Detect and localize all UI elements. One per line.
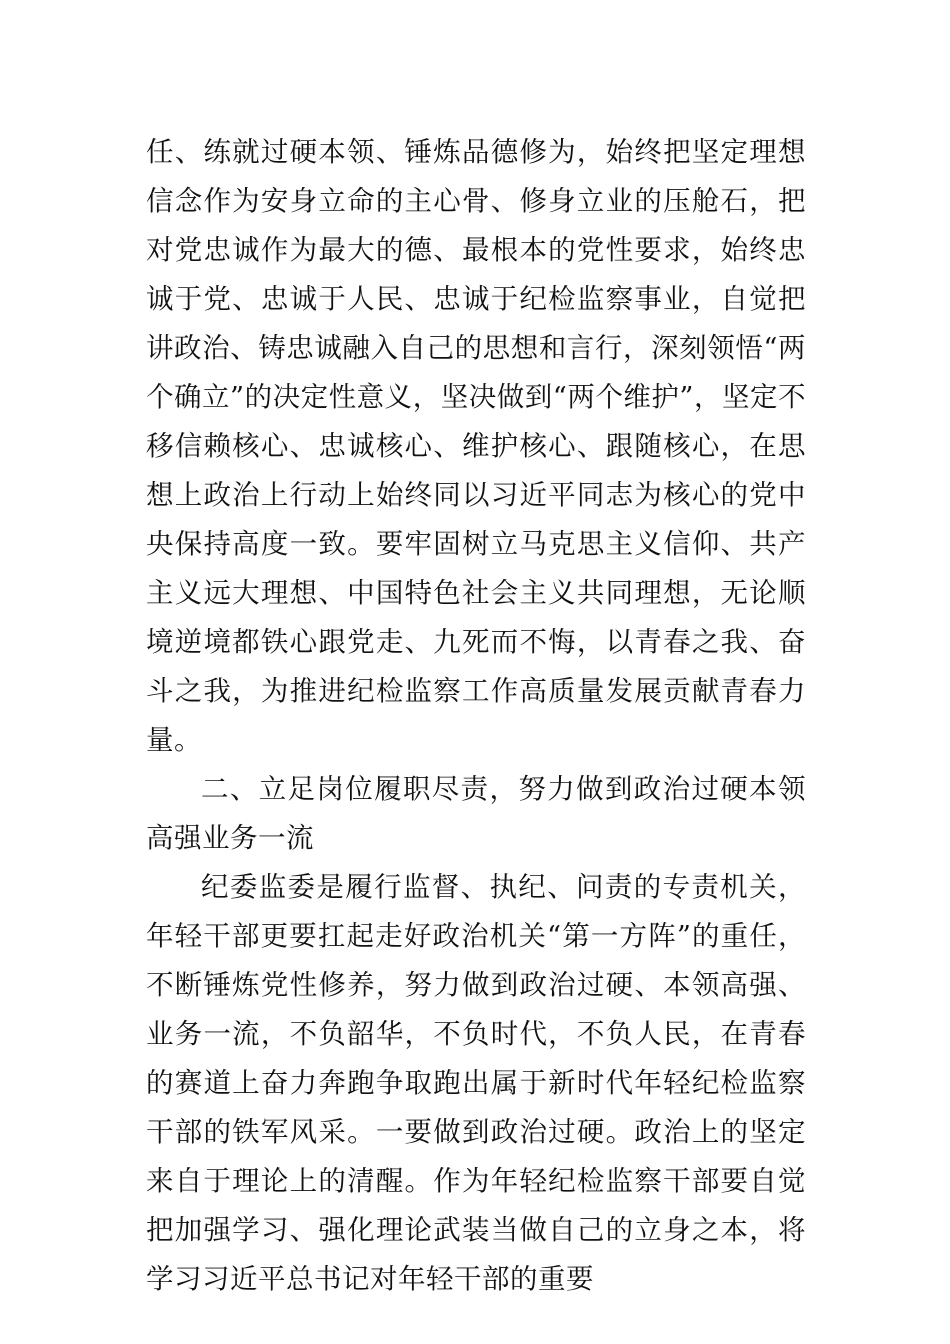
section-heading: 二、立足岗位履职尽责，努力做到政治过硬本领高强业务一流 [146,773,806,854]
document-body [146,128,806,1304]
paragraph: 纪委监委是履行监督、执纪、问责的专责机关，年轻干部更要扛起走好政治机关“第一方阵”的重任，不断锤炼党性修养，努力做到政治过硬、本领高强、业务一流，不负韶华，不负时代，不负人民，在青春的赛道上奋力奔跑争取跑出属于新时代年轻纪检监察干部的铁军风采。一要做到政治过硬。政治上的坚定来自于理论上的清醒。作为年轻纪检监察干部要自觉把加强学习、强化理论武装当做自己的立身之本，将学习习近平总书记对年轻干部的重要 [146,871,806,1295]
paragraph-continuation: 任、练就过硬本领、锤炼品德修为，始终把坚定理想信念作为安身立命的主心骨、修身立业的压舱石，把对党忠诚作为最大的德、最根本的党性要求，始终忠诚于党、忠诚于人民、忠诚于纪检监察事业，自觉把讲政治、铸忠诚融入自己的思想和言行，深刻领悟“两个确立”的决定性意义，坚决做到“两个维护”，坚定不移信赖核心、忠诚核心、维护核心、跟随核心，在思想上政治上行动上始终同以习近平同志为核心的党中央保持高度一致。要牢固树立马克思主义信仰、共产主义远大理想、中国特色社会主义共同理想，无论顺境逆境都铁心跟党走、九死而不悔，以青春之我、奋斗之我，为推进纪检监察工作高质量发展贡献青春力量。 [146,136,806,756]
